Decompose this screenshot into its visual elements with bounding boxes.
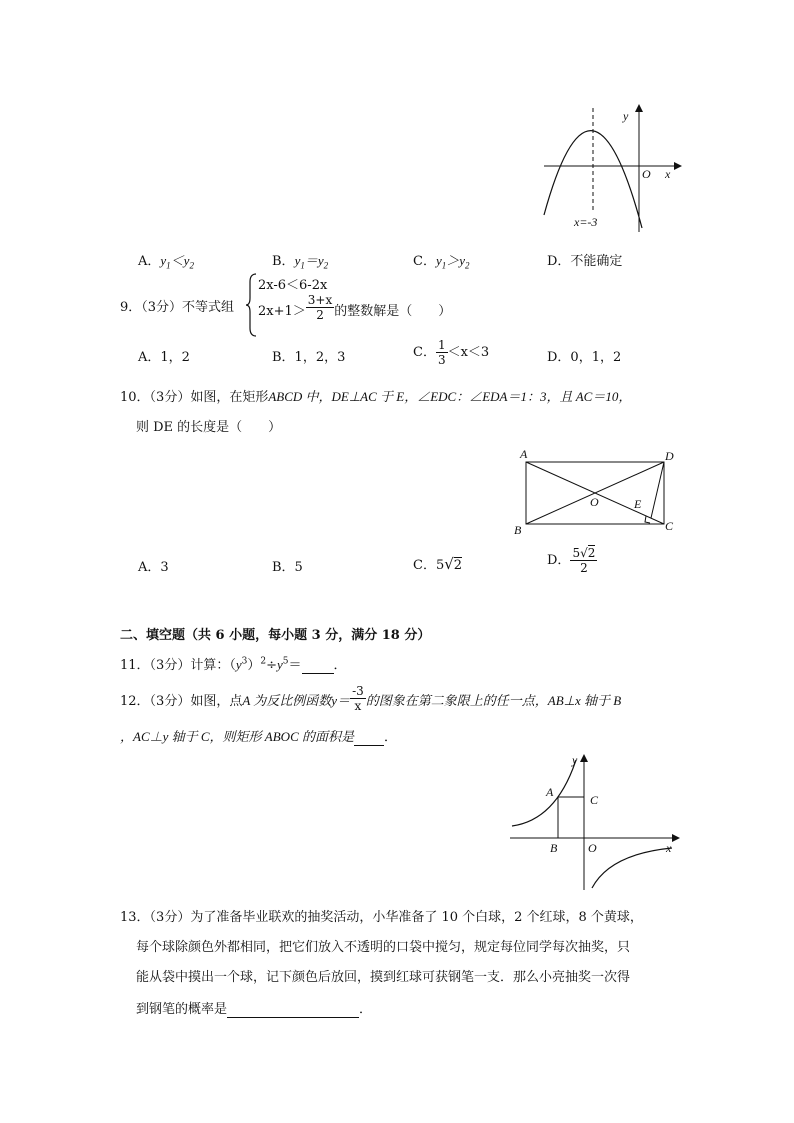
label-e: E <box>634 497 642 511</box>
label-a: A <box>520 447 528 461</box>
q9-brace-icon <box>246 272 258 338</box>
q9-prefix: 9．（3分）不等式组 <box>120 300 235 315</box>
label-x: x <box>666 841 672 855</box>
q8-option-d: D．不能确定 <box>547 254 623 269</box>
label-b: B <box>550 841 558 855</box>
q12-hyperbola-figure <box>506 750 682 892</box>
q9-option-c: C． $\frac{1}{3}$ ＜x＜3 <box>413 338 490 367</box>
q9-line1: 2x-6＜6-2x <box>258 278 328 293</box>
q9-option-d: D．0，1，2 <box>547 350 622 365</box>
label-d: D <box>665 449 674 463</box>
q11-answer-blank[interactable] <box>302 658 334 674</box>
q12-line1: 12．（3分）如图，点A 为反比例函数y＝ $\frac{-3}{x}$ 的图象在第二象限上的任一点，AB⊥x 轴于 B <box>120 684 622 713</box>
hyperbola-branch-2 <box>512 760 576 826</box>
label-b: B <box>514 523 522 537</box>
label-y: y <box>572 753 578 767</box>
section-2-title: 二、填空题（共 6 小题，每小题 3 分，满分 18 分） <box>120 628 431 643</box>
q13-line1: 13．（3分）为了准备毕业联欢的抽奖活动，小华准备了 10 个白球，2 个红球，8 个黄球， <box>120 910 643 925</box>
label-a: A <box>546 785 554 799</box>
label-o: O <box>588 841 597 855</box>
y-label: y <box>623 109 629 123</box>
x-axis-arrow <box>674 162 682 170</box>
q8-option-a: A．$y_1<y_2$ <box>138 253 194 271</box>
rectangle-aboc <box>558 797 584 838</box>
x-axis-arrow <box>672 834 680 842</box>
q12-line2: ，AC⊥y 轴于 C，则矩形 ABOC 的面积是 ． <box>120 729 398 745</box>
x-label: x <box>665 167 671 181</box>
label-o: O <box>590 495 599 509</box>
q10-option-c: C．5√2 <box>413 555 463 573</box>
q11: 11．（3分）计算：$(y^3)^2\div y^5=$ ． <box>120 656 347 673</box>
y-axis-arrow <box>580 754 588 762</box>
q10-rectangle-figure <box>510 446 680 540</box>
q10-option-b: B．5 <box>272 560 303 575</box>
hyperbola-branch-4 <box>592 848 672 888</box>
q9-line2: 2x+1＞ $\frac{3+x}{2}$ 的整数解是（ ） <box>258 293 452 322</box>
symmetry-label: x=-3 <box>574 215 598 229</box>
q13-line4: 到钢笔的概率是 ． <box>136 1002 373 1017</box>
q12-answer-blank[interactable] <box>354 730 384 746</box>
q13-line2: 每个球除颜色外都相同，把它们放入不透明的口袋中搅匀，规定每位同学每次抽奖，只 <box>136 940 631 955</box>
origin-label: O <box>642 167 651 181</box>
q8-parabola-figure <box>538 100 683 235</box>
q9-option-b: B．1，2，3 <box>272 350 346 365</box>
q10-line1: 10．（3分）如图，在矩形ABCD 中，DE⊥AC 于 E，∠EDC：∠EDA＝1：3，且 AC＝10， <box>120 389 632 405</box>
q10-option-d: D． $\frac{5√2}{2}$ <box>547 546 596 575</box>
segment-de <box>651 462 664 518</box>
label-c: C <box>665 519 674 533</box>
q13-line3: 能从袋中摸出一个球，记下颜色后放回，摸到红球可获钢笔一支．那么小亮抽奖一次得 <box>136 970 631 985</box>
q9-option-a: A．1，2 <box>138 350 190 365</box>
q13-answer-blank[interactable] <box>227 1002 359 1018</box>
y-axis-arrow <box>635 104 643 112</box>
q10-option-a: A．3 <box>138 560 169 575</box>
q8-option-b: B．$y_1=y_2$ <box>272 253 329 271</box>
q10-line2: 则 DE 的长度是（ ） <box>136 420 282 435</box>
label-c: C <box>590 793 599 807</box>
q8-option-c: C．$y_1>y_2$ <box>413 253 470 271</box>
